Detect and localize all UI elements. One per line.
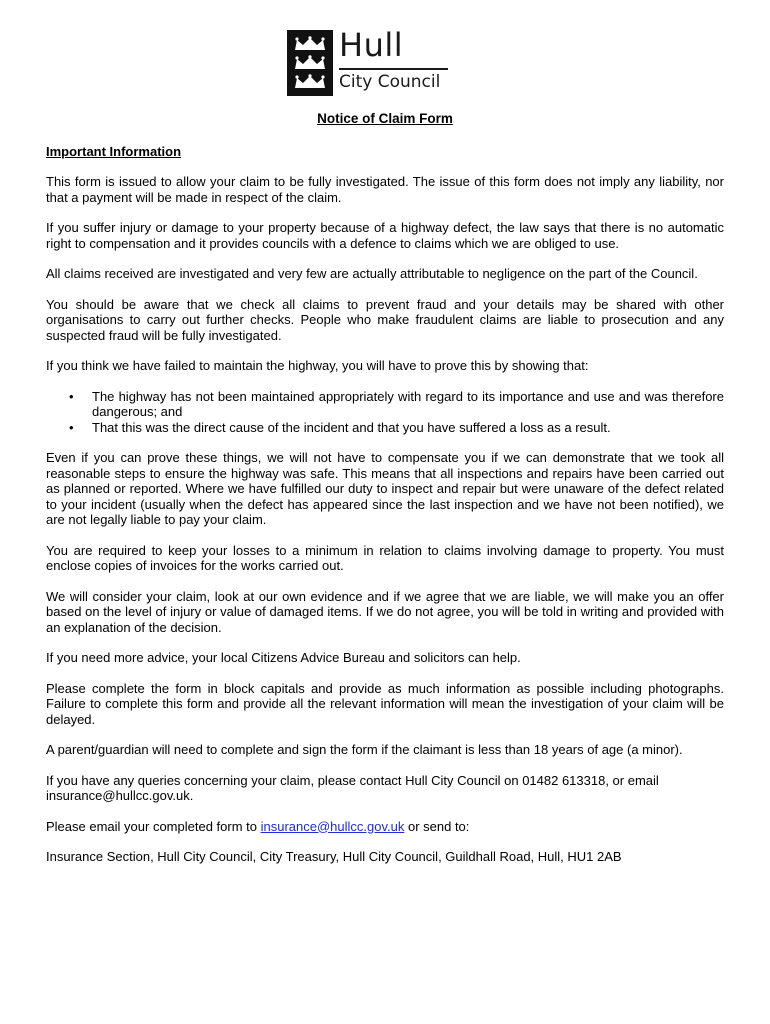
bullet-list	[46, 389, 724, 436]
paragraph: If you think we have failed to maintain the highway, you will have to prove this by showing that:	[46, 358, 589, 373]
send-suffix: or send to:	[404, 818, 470, 834]
crest-shield	[287, 30, 333, 96]
paragraph: We will consider your claim, look at our own evidence and if we agree that we are liable, we will make you an offer based on the level of injury or value of damaged items. If we do not agree, you will be told in writing and provided with an explanation of the decision.	[46, 588, 724, 635]
insurance-email-link[interactable]: insurance@hullcc.gov.uk	[260, 818, 405, 834]
logo-name: Hull	[339, 26, 404, 64]
crown-icon	[293, 36, 327, 52]
send-instructions	[46, 819, 724, 835]
paragraph: Even if you can prove these things, we will not have to compensate you if we can demonstrate that we took all reasonable steps to ensure the highway was safe. This means that all inspections and repairs have been carried out as planned or reported. Where we have fulfilled our duty to inspect and repair but were unaware of the defect related to your incident (usually when the defect has appeared since the last inspection and we have not been notified), we are not legally liable to pay your claim.	[46, 450, 724, 527]
logo-divider	[339, 68, 448, 70]
paragraph: All claims received are investigated and very few are actually attributable to negligence on the part of the Council.	[46, 266, 698, 281]
crown-icon	[293, 55, 327, 71]
list-item: • That this was the direct cause of the incident and that you have suffered a loss as a result.	[92, 420, 724, 436]
paragraph: If you have any queries concerning your claim, please contact Hull City Council on 01482 613318, or email insurance@hullcc.gov.uk.	[46, 772, 659, 803]
page-title: Notice of Claim Form	[317, 111, 453, 126]
document-body	[46, 111, 724, 880]
crown-icon	[293, 74, 327, 90]
postal-address: Insurance Section, Hull City Council, City Treasury, Hull City Council, Guildhall Road, Hull, HU1 2AB	[46, 849, 622, 864]
hull-city-council-logo	[287, 26, 457, 98]
paragraph: Please complete the form in block capitals and provide as much information as possible including photographs. Failure to complete this form and provide all the relevant information will mean the investigation of your claim will be delayed.	[46, 680, 724, 727]
list-item: • The highway has not been maintained appropriately with regard to its importance and use and was therefore dangerous; and	[92, 389, 724, 420]
section-heading: Important Information	[46, 143, 182, 159]
send-prefix: Please email your completed form to	[46, 818, 261, 834]
paragraph: If you need more advice, your local Citizens Advice Bureau and solicitors can help.	[46, 650, 521, 665]
logo-subname: City Council	[339, 72, 441, 92]
paragraph: If you suffer injury or damage to your property because of a highway defect, the law says that there is no automatic right to compensation and it provides councils with a defence to claims which we are obliged to use.	[46, 220, 724, 251]
paragraph: A parent/guardian will need to complete and sign the form if the claimant is less than 18 years of age (a minor).	[46, 742, 683, 757]
paragraph: You should be aware that we check all claims to prevent fraud and your details may be shared with other organisations to carry out further checks. People who make fraudulent claims are liable to prosecution and any suspected fraud will be fully investigated.	[46, 296, 724, 343]
paragraph: This form is issued to allow your claim to be fully investigated. The issue of this form does not imply any liability, nor that a payment will be made in respect of the claim.	[46, 174, 724, 205]
paragraph: You are required to keep your losses to a minimum in relation to claims involving damage to property. You must enclose copies of invoices for the works carried out.	[46, 542, 724, 573]
